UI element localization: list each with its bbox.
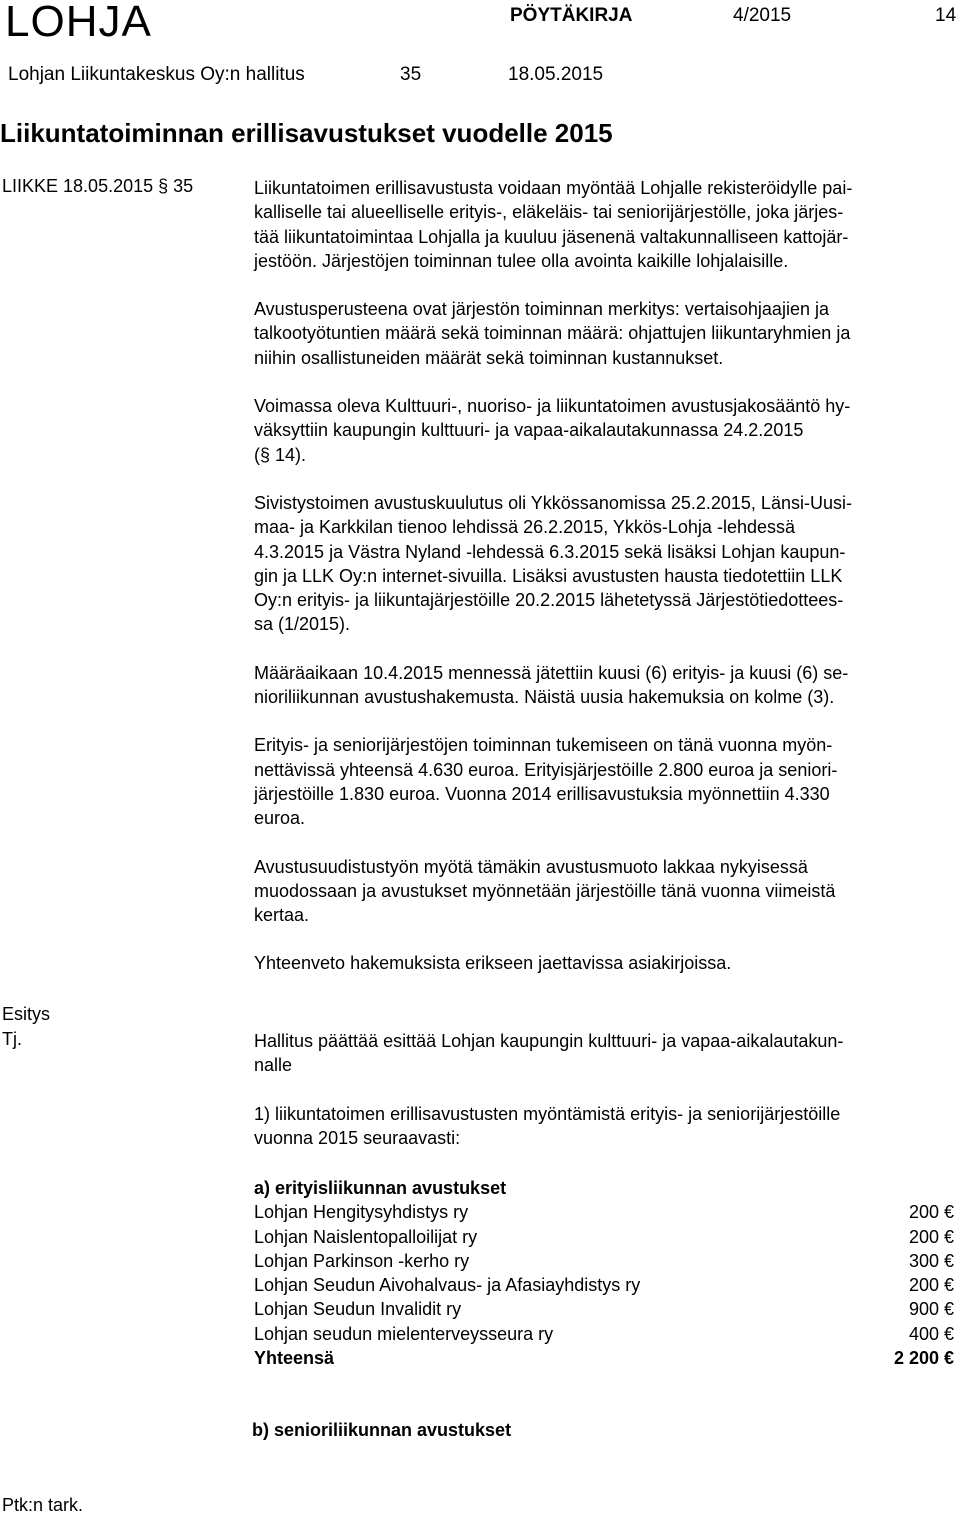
body-paragraph [254, 951, 954, 975]
proposal-intro-line: Hallitus päättää esittää Lohjan kaupungin kulttuuri- ja vapaa-aikalautakun- [254, 1031, 844, 1051]
grant-recipient: Lohjan Seudun Invalidit ry [254, 1299, 462, 1320]
document-number: 4/2015 [733, 5, 792, 26]
body-line: talkootyötuntien määrä sekä toiminnan määrä: ohjattujen liikuntaryhmien ja [254, 323, 851, 344]
grants-b-heading: b) senioriliikunnan avustukset [252, 1420, 512, 1440]
grant-row [254, 1273, 954, 1297]
document-type: PÖYTÄKIRJA [510, 5, 633, 26]
grant-recipient: Lohjan Naislentopalloilijat ry [254, 1226, 478, 1247]
proposal-point-line: 1) liikuntatoimen erillisavustusten myöntämistä erityis- ja seniorijärjestöille [254, 1104, 841, 1124]
grants-total-label: Yhteensä [254, 1348, 335, 1369]
grant-recipient: Lohjan Parkinson -kerho ry [254, 1250, 470, 1271]
body-line: Määräaikaan 10.4.2015 mennessä jätettiin kuusi (6) erityis- ja kuusi (6) se- [254, 662, 849, 683]
meeting-date: 18.05.2015 [508, 64, 604, 85]
grant-amount: 900 € [908, 1299, 954, 1320]
body-paragraph [254, 491, 954, 637]
grant-amount: 400 € [908, 1323, 954, 1344]
grant-row [254, 1297, 954, 1321]
proposal-intro-line: nalle [254, 1055, 293, 1076]
body-line: kalliselle tai alueelliselle erityis-, eläkeläis- tai seniorijärjestölle, joka järjes- [254, 202, 844, 223]
body-line: (§ 14). [254, 444, 307, 465]
body-line: jestöön. Järjestöjen toiminnan tulee olla avointa kaikille lohjalaisille. [254, 250, 789, 271]
lohja-logo: LOHJA [5, 0, 152, 46]
body-line: gin ja LLK Oy:n internet-sivuilla. Lisäksi avustusten hausta tiedotettiin LLK [254, 565, 843, 586]
grants-a-heading: a) erityisliikunnan avustukset [254, 1178, 507, 1198]
body-paragraph [254, 661, 954, 710]
body-paragraph [254, 733, 954, 830]
grant-row [254, 1322, 954, 1346]
organization-name: Lohjan Liikuntakeskus Oy:n hallitus [8, 64, 305, 85]
body-line: tää liikuntatoimintaa Lohjalla ja kuuluu jäsenenä valtakunnalliseen kattojär- [254, 226, 849, 247]
body-line: Liikuntatoimen erillisavustusta voidaan myöntää Lohjalle rekisteröidylle pai- [254, 178, 853, 198]
grant-row [254, 1200, 954, 1224]
body-text [254, 176, 954, 1000]
body-line: muodossaan ja avustukset myönnetään järjestöille tänä vuonna viimeistä [254, 880, 836, 901]
section-reference: LIIKKE 18.05.2015 § 35 [2, 176, 194, 196]
section-number: 35 [400, 64, 422, 85]
body-line: maa- ja Karkkilan tienoo lehdissä 26.2.2015, Ykkös-Lohja -lehdessä [254, 517, 795, 538]
body-line: nioriliikunnan avustushakemusta. Näistä uusia hakemuksia on kolme (3). [254, 687, 835, 708]
body-paragraph [254, 297, 954, 370]
body-line: sa (1/2015). [254, 614, 351, 635]
body-line: Yhteenveto hakemuksista erikseen jaettavissa asiakirjoissa. [254, 953, 732, 974]
body-line: euroa. [254, 808, 306, 829]
body-paragraph [254, 855, 954, 928]
grants-total-amount: 2 200 € [893, 1348, 954, 1369]
proposer-label: Tj. [2, 1029, 22, 1049]
body-line: nettävissä yhteensä 4.630 euroa. Erityisjärjestöille 2.800 euroa ja seniori- [254, 759, 838, 780]
body-line: 4.3.2015 ja Västra Nyland -lehdessä 6.3.2015 sekä lisäksi Lohjan kaupun- [254, 541, 846, 562]
proposal-point-1 [254, 1102, 840, 1151]
proposal-label: Esitys [2, 1004, 51, 1024]
grant-recipient: Lohjan seudun mielenterveysseura ry [254, 1323, 554, 1344]
body-paragraph [254, 176, 954, 273]
document-title: Liikuntatoiminnan erillisavustukset vuodelle 2015 [0, 118, 613, 148]
body-line: kertaa. [254, 905, 310, 926]
grant-amount: 200 € [908, 1226, 954, 1247]
grants-list-a [254, 1176, 954, 1370]
grant-recipient: Lohjan Hengitysyhdistys ry [254, 1202, 469, 1223]
grant-amount: 200 € [908, 1202, 954, 1223]
proposal-intro [254, 1029, 843, 1078]
grant-row [254, 1249, 954, 1273]
grants-total-row [254, 1346, 954, 1370]
body-line: Voimassa oleva Kulttuuri-, nuoriso- ja liikuntatoimen avustusjakosääntö hy- [254, 396, 851, 417]
grant-row [254, 1225, 954, 1249]
page-number: 14 [935, 5, 957, 26]
body-line: Erityis- ja seniorijärjestöjen toiminnan tukemiseen on tänä vuonna myön- [254, 735, 833, 756]
grant-amount: 200 € [908, 1275, 954, 1296]
body-line: Oy:n erityis- ja liikuntajärjestöille 20.2.2015 lähetetyssä Järjestötiedottees- [254, 590, 844, 611]
body-line: Sivistystoimen avustuskuulutus oli Ykkössanomissa 25.2.2015, Länsi-Uusi- [254, 492, 852, 513]
grant-recipient: Lohjan Seudun Aivohalvaus- ja Afasiayhdistys ry [254, 1275, 641, 1296]
proposal-point-line: vuonna 2015 seuraavasti: [254, 1128, 461, 1149]
grant-amount: 300 € [908, 1250, 954, 1271]
body-line: Avustusperusteena ovat järjestön toiminnan merkitys: vertaisohjaajien ja [254, 299, 829, 320]
minutes-checker-label: Ptk:n tark. [2, 1495, 84, 1515]
body-paragraph [254, 394, 954, 467]
body-line: järjestöille 1.830 euroa. Vuonna 2014 erillisavustuksia myönnettiin 4.330 [254, 783, 830, 804]
body-line: niihin osallistuneiden määrät sekä toiminnan kustannukset. [254, 347, 724, 368]
body-line: Avustusuudistustyön myötä tämäkin avustusmuoto lakkaa nykyisessä [254, 856, 808, 877]
body-line: väksyttiin kaupungin kulttuuri- ja vapaa-aikalautakunnassa 24.2.2015 [254, 420, 804, 441]
